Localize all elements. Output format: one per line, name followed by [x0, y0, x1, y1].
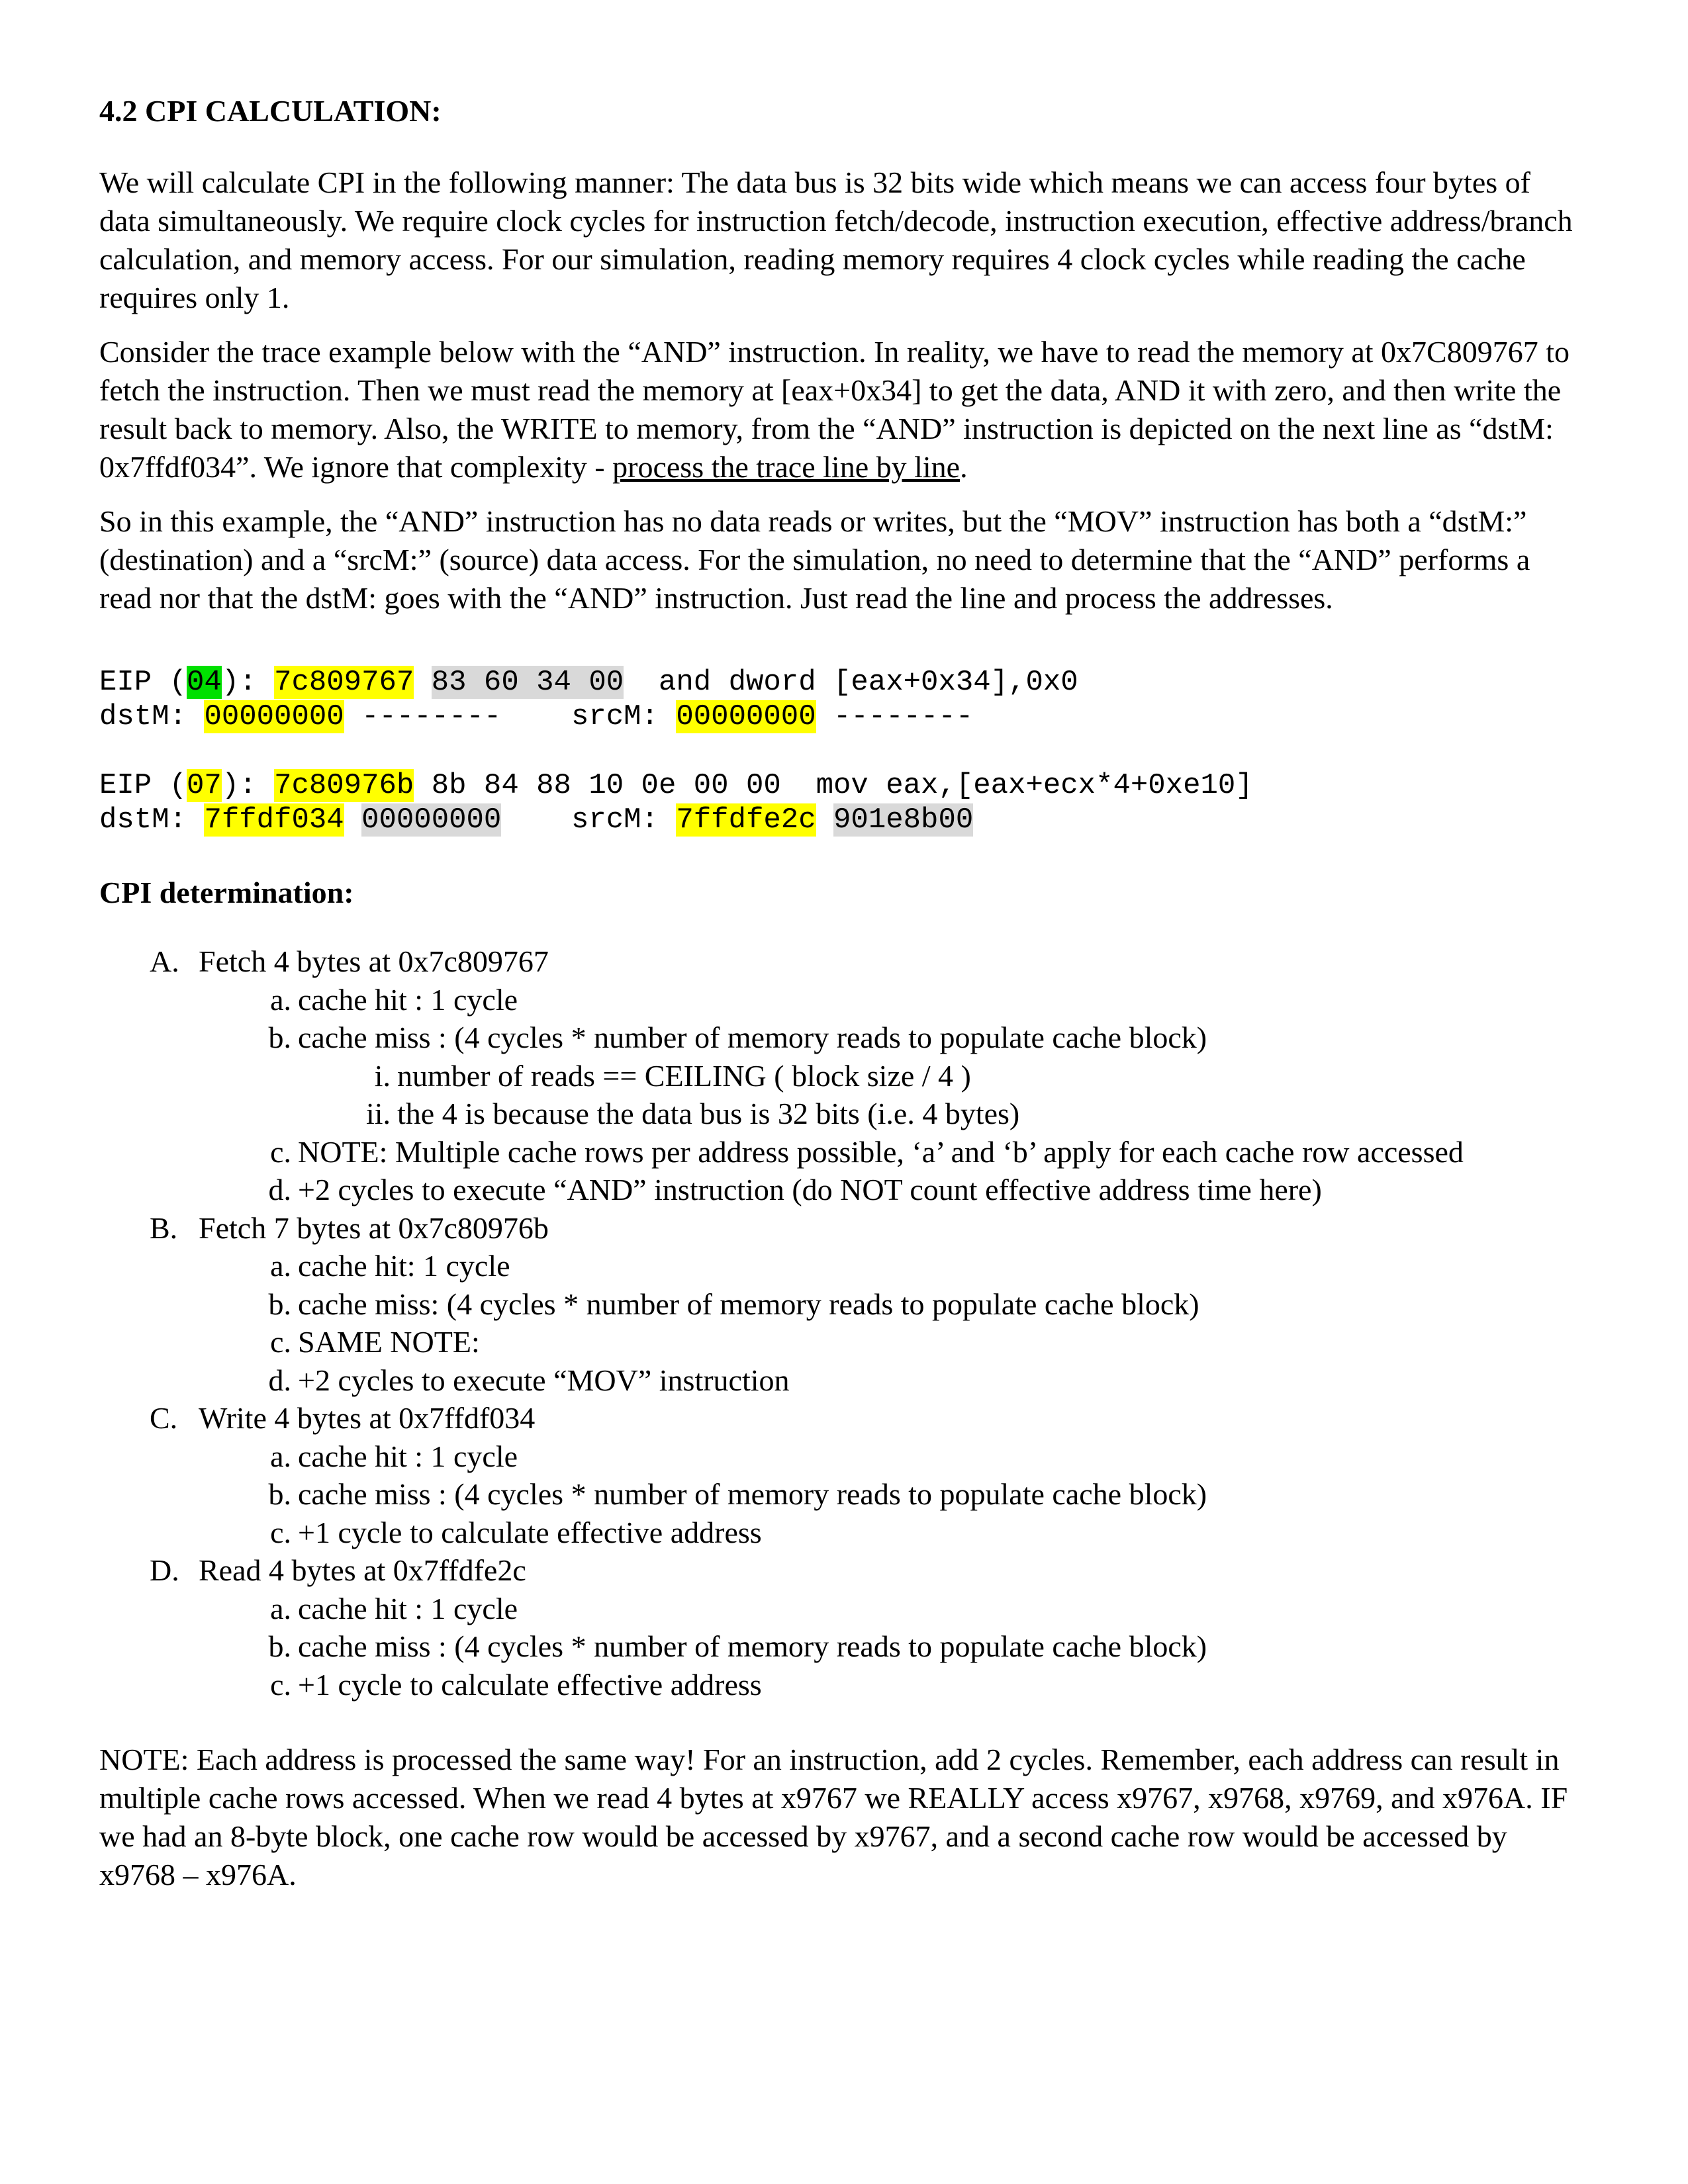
list-subsubitem — [99, 1095, 1589, 1133]
list-marker: d. — [268, 1173, 291, 1207]
trace-mem-line — [99, 803, 1589, 837]
list-subitem — [99, 1171, 1589, 1209]
dst-label: dstM: — [99, 700, 187, 734]
list-text: SAME NOTE: — [298, 1325, 480, 1359]
list-item-b — [99, 1209, 1589, 1248]
instr-bytes: 83 60 34 00 — [431, 666, 624, 700]
list-marker: D. — [150, 1553, 179, 1588]
src-address: 00000000 — [676, 700, 816, 734]
list-marker: A. — [150, 944, 179, 979]
list-subsubitem — [99, 1057, 1589, 1095]
list-item-a — [99, 942, 1589, 981]
list-subitem — [99, 1019, 1589, 1057]
list-marker: b. — [268, 1477, 291, 1512]
list-marker: B. — [150, 1210, 178, 1245]
trace-example-text: Consider the trace example below with the “AND” instruction. In reality, we have to read the memory at 0x7C809767 to fetch the instruction. Then we must read the memory at [eax+0x34] to get the data, AND it with zero, and then write the result back to memory. Also, the WRITE to memory, from the “AND” instruction is depicted on the next line as “dstM: 0x7ffdf034”. We ignore that complexity - — [99, 335, 1570, 484]
dst-value: 00000000 — [361, 803, 502, 837]
intro-paragraph: We will calculate CPI in the following manner: The data bus is 32 bits wide which means we can access four bytes of data simultaneously. We require clock cycles for instruction fetch/decode, instruction execution, effective address/branch calculation, and memory access. For our simulation, reading memory requires 4 clock cycles while reading the cache requires only 1. — [99, 165, 1573, 315]
list-text: Write 4 bytes at 0x7ffdf034 — [199, 1401, 536, 1435]
list-subitem — [99, 1475, 1589, 1514]
trace-example-end: . — [960, 450, 968, 484]
list-subitem — [99, 1247, 1589, 1285]
list-text: cache miss : (4 cycles * number of memory reads to populate cache block) — [298, 1021, 1207, 1055]
src-address: 7ffdfe2c — [676, 803, 816, 837]
list-subitem — [99, 1361, 1589, 1400]
list-subitem — [99, 1590, 1589, 1628]
list-subitem — [99, 1285, 1589, 1324]
instr-length: 04 — [187, 666, 222, 700]
list-marker: c. — [270, 1515, 291, 1549]
trace-entry-and — [99, 665, 1589, 734]
list-subitem — [99, 1666, 1589, 1704]
list-text: +1 cycle to calculate effective address — [298, 1667, 762, 1702]
list-text: cache hit : 1 cycle — [298, 982, 518, 1017]
list-marker: a. — [270, 982, 291, 1017]
instr-bytes: 8b 84 88 10 0e 00 00 — [431, 769, 781, 803]
list-subitem — [99, 981, 1589, 1019]
list-text: NOTE: Multiple cache rows per address possible, ‘a’ and ‘b’ apply for each cache row accessed — [298, 1134, 1464, 1169]
trace-entry-mov — [99, 768, 1589, 837]
list-text: Fetch 7 bytes at 0x7c80976b — [199, 1210, 549, 1245]
list-text: cache hit : 1 cycle — [298, 1439, 518, 1473]
cpi-heading: CPI determination: — [99, 876, 354, 910]
list-text: +1 cycle to calculate effective address — [298, 1515, 762, 1549]
cpi-list — [99, 942, 1589, 1704]
list-marker: b. — [268, 1021, 291, 1055]
dst-value: -------- — [361, 700, 502, 734]
list-text: Read 4 bytes at 0x7ffdfe2c — [199, 1553, 526, 1588]
list-subitem — [99, 1627, 1589, 1666]
closing-note: NOTE: Each address is processed the same way! For an instruction, add 2 cycles. Remember, each address can result in multiple cache rows accessed. When we read 4 bytes at x9767 we REALLY access x9767, x9768, x9769, and x976A. IF we had an 8-byte block, one cache row would be accessed by x9767, and a second cache row would be accessed by x9768 – x976A. — [99, 1743, 1568, 1892]
underlined-phrase: process the trace line by line — [612, 450, 961, 484]
list-marker: a. — [270, 1591, 291, 1625]
src-label: srcM: — [571, 803, 659, 837]
section-heading: 4.2 CPI CALCULATION: — [99, 94, 442, 128]
src-value: 901e8b00 — [833, 803, 974, 837]
list-subitem — [99, 1437, 1589, 1476]
list-item-c — [99, 1399, 1589, 1437]
list-marker: a. — [270, 1439, 291, 1473]
trace-example-paragraph — [99, 333, 1589, 486]
list-text: +2 cycles to execute “AND” instruction (do NOT count effective address time here) — [298, 1173, 1322, 1207]
list-marker: C. — [150, 1401, 178, 1435]
dst-label: dstM: — [99, 803, 187, 837]
instr-disasm: mov eax,[eax+ecx*4+0xe10] — [816, 769, 1253, 803]
list-text: Fetch 4 bytes at 0x7c809767 — [199, 944, 549, 979]
src-value: -------- — [833, 700, 974, 734]
list-subitem — [99, 1514, 1589, 1552]
list-text: cache miss : (4 cycles * number of memory reads to populate cache block) — [298, 1629, 1207, 1664]
src-label: srcM: — [571, 700, 659, 734]
list-marker: i. — [374, 1058, 391, 1093]
list-marker: b. — [268, 1629, 291, 1664]
list-marker: a. — [270, 1249, 291, 1283]
trace-eip-line: EIP (07): 7c80976b 8b 84 88 10 0e 00 00 mov eax,[eax+ecx*4+0xe10] — [99, 769, 1253, 803]
list-text: cache miss: (4 cycles * number of memory reads to populate cache block) — [298, 1287, 1199, 1321]
eip-label: EIP — [99, 769, 152, 803]
explanation-paragraph: So in this example, the “AND” instruction has no data reads or writes, but the “MOV” instruction has both a “dstM:” (destination) and a “srcM:” (source) data access. For the simulation, no need to determine that the “AND” performs a read nor that the dstM: goes with the “AND” instruction. Just read the line and process the addresses. — [99, 504, 1530, 615]
list-item-d — [99, 1551, 1589, 1590]
dst-address: 00000000 — [204, 700, 344, 734]
list-text: cache miss : (4 cycles * number of memory reads to populate cache block) — [298, 1477, 1207, 1512]
list-text: +2 cycles to execute “MOV” instruction — [298, 1363, 790, 1397]
list-subitem — [99, 1133, 1589, 1171]
list-marker: c. — [270, 1325, 291, 1359]
instr-address: 7c809767 — [274, 666, 414, 700]
list-marker: b. — [268, 1287, 291, 1321]
eip-label: EIP — [99, 666, 152, 700]
trace-eip-line: EIP (04): 7c809767 83 60 34 00 and dword [eax+0x34],0x0 — [99, 666, 1078, 700]
list-text: number of reads == CEILING ( block size / 4 ) — [397, 1058, 971, 1093]
instr-disasm: and dword [eax+0x34],0x0 — [658, 666, 1078, 700]
trace-mem-line — [99, 700, 1589, 734]
list-marker: c. — [270, 1134, 291, 1169]
list-subitem — [99, 1323, 1589, 1361]
list-text: cache hit : 1 cycle — [298, 1591, 518, 1625]
list-marker: ii. — [365, 1097, 391, 1131]
instr-length: 07 — [187, 769, 222, 803]
list-text: cache hit: 1 cycle — [298, 1249, 510, 1283]
list-marker: c. — [270, 1667, 291, 1702]
dst-address: 7ffdf034 — [204, 803, 344, 837]
instr-address: 7c80976b — [274, 769, 414, 803]
list-text: the 4 is because the data bus is 32 bits (i.e. 4 bytes) — [397, 1097, 1020, 1131]
document-page — [99, 93, 1589, 1910]
list-marker: d. — [268, 1363, 291, 1397]
